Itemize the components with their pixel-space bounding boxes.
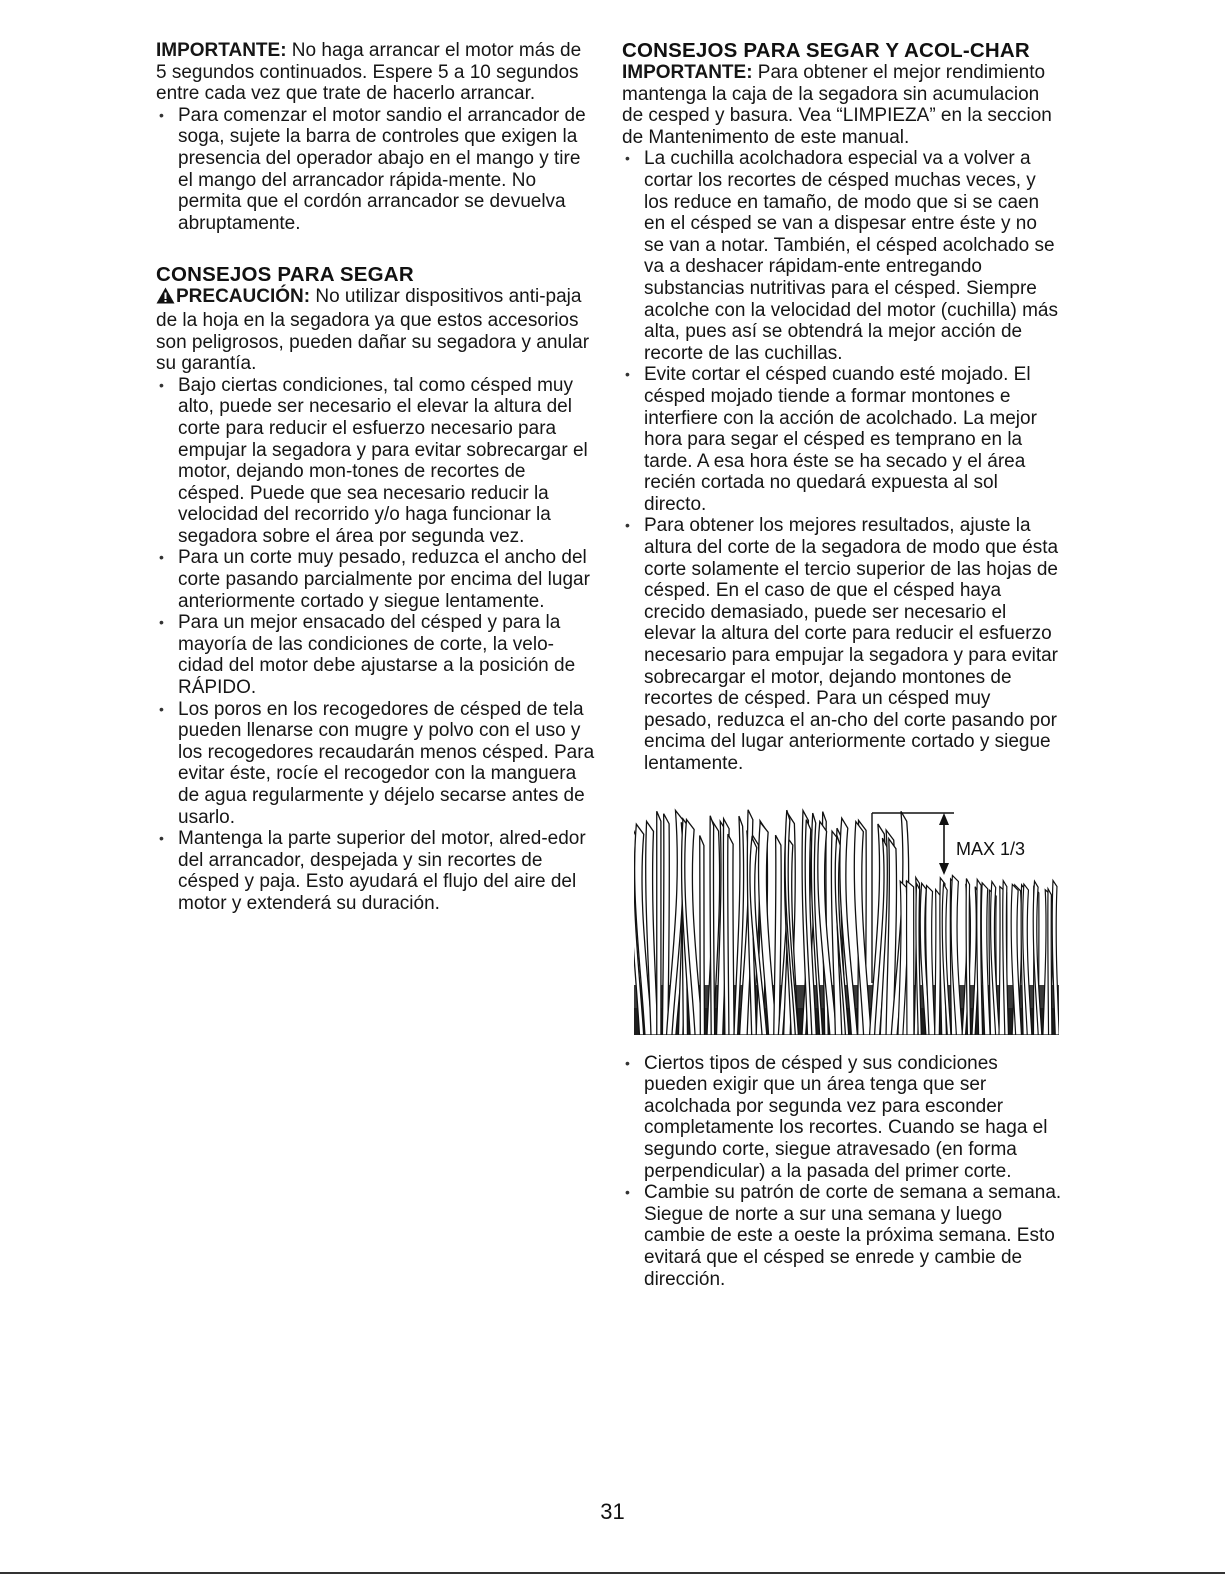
important-label: IMPORTANTE: <box>156 40 287 61</box>
list-item: • La cuchilla acolchadora especial va a volver a cortar los recortes de césped muchas veces, y los reduce en tamaño, de modo que si se caen en el césped se van a dispesar entre éste y no se van a notar. También, el césped acolchado se va a deshacer rápidam-ente entregando substancias nutritivas para el césped. Siempre acolche con la velocidad del motor (cuchilla) más alta, pues así se obtendrá la mejor acción de recorte de las cuchillas. <box>622 148 1062 364</box>
section-title: CONSEJOS PARA SEGAR <box>156 263 414 287</box>
mowing-tips-list <box>156 375 596 915</box>
list-item: • Para un corte muy pesado, reduzca el ancho del corte pasando parcialmente por encima del lugar anteriormente cortado y siegue lentamente. <box>156 547 596 612</box>
list-item: • Para comenzar el motor sandio el arrancador de soga, sujete la barra de controles que exigen la presencia del operador abajo en el mango y tire el mango del arrancador rápida-mente. No permita que el cordón arrancador se devuelva abruptamente. <box>156 105 596 235</box>
starting-bullets <box>156 105 596 235</box>
mulching-important-note <box>622 62 1062 148</box>
mowing-tips-section <box>156 264 596 914</box>
grass-height-illustration <box>634 803 1059 1035</box>
page-bottom-rule <box>0 1572 1225 1574</box>
warning-triangle-icon <box>156 287 175 310</box>
right-column <box>622 40 1062 1290</box>
important-text: Para obtener el mejor rendimiento mantenga la caja de la segadora sin acumulacion de cesped y basura. Vea “LIMPIEZA” en la seccion de Mantenimento de este manual. <box>622 62 1052 148</box>
section-title: CONSEJOS PARA SEGAR Y ACOL-CHAR <box>622 39 1030 62</box>
caution-note <box>156 286 596 374</box>
list-item: • Ciertos tipos de césped y sus condiciones pueden exigir que un área tenga que ser acolchada por segunda vez para esconder completamente los recortes. Cuando se haga el segundo corte, siegue atravesado (en forma perpendicular) a la pasada del primer corte. <box>622 1053 1062 1183</box>
list-item: • Para un mejor ensacado del césped y para la mayoría de las condiciones de corte, la velo-cidad del motor debe ajustarse a la posición de RÁPIDO. <box>156 612 596 698</box>
list-item: • Para obtener los mejores resultados, ajuste la altura del corte de la segadora de modo que ésta corte solamente el tercio superior de las hojas de césped. En el caso de que el césped haya crecido demasiado, puede ser necesario el elevar la altura del corte para reducir el esfuerzo necesario para empujar la segadora y para evitar sobrecargar el motor, dejando montones de recortes de césped. Para un césped muy pesado, reduzca el an-cho del corte pasando por encima del lugar anteriormente cortado y siegue lentamente. <box>622 515 1062 774</box>
important-text: No haga arrancar el motor más de 5 segundos continuados. Espere 5 a 10 segundos entre cada vez que trate de hacerlo arrancar. <box>156 40 582 105</box>
grass-blades-drawing <box>634 803 1059 1035</box>
max-cut-label: MAX 1/3 <box>956 838 1026 859</box>
page-number: 31 <box>600 1499 625 1524</box>
list-item: • Mantenga la parte superior del motor, alred-edor del arrancador, despejada y sin recortes de césped y paja. Esto ayudará el flujo del aire del motor y extenderá su duración. <box>156 828 596 914</box>
list-item: • Los poros en los recogedores de césped de tela pueden llenarse con mugre y polvo con el uso y los recogedores recaudarán menos césped. Para evitar éste, rocíe el recogedor con la manguera de agua regularmente y déjelo secarse antes de usarlo. <box>156 699 596 829</box>
list-item: • Evite cortar el césped cuando esté mojado. El césped mojado tiende a formar montones e interfiere con la acción de acolchado. La mejor hora para segar el césped es temprano en la tarde. A esa hora éste se ha secado y el área recién cortada no quedará expuesta al sol directo. <box>622 364 1062 515</box>
list-item: • Bajo ciertas condiciones, tal como césped muy alto, puede ser necesario el elevar la altura del corte para reducir el esfuerzo necesario para empujar la segadora y para evitar sobrecargar el motor, dejando mon-tones de recortes de césped. Puede que sea necesario reducir la velocidad del recorrido y/o haga funcionar la segadora sobre el área por segunda vez. <box>156 375 596 548</box>
important-label: IMPORTANTE: <box>622 62 753 83</box>
caution-text: No utilizar dispositivos anti-paja de la hoja en la segadora ya que estos accesorios son peligrosos, pueden dañar su segadora y anular su garantía. <box>156 286 590 375</box>
mulching-tips-list <box>622 148 1062 774</box>
additional-tips-list <box>622 1053 1062 1291</box>
start-important-note <box>156 40 596 105</box>
caution-label: PRECAUCIÓN: <box>176 286 311 308</box>
list-item: • Cambie su patrón de corte de semana a semana. Siegue de norte a sur una semana y luego cambie de este a oeste la próxima semana. Esto evitará que el césped se enrede y cambie de dirección. <box>622 1182 1062 1290</box>
left-column <box>156 40 596 915</box>
